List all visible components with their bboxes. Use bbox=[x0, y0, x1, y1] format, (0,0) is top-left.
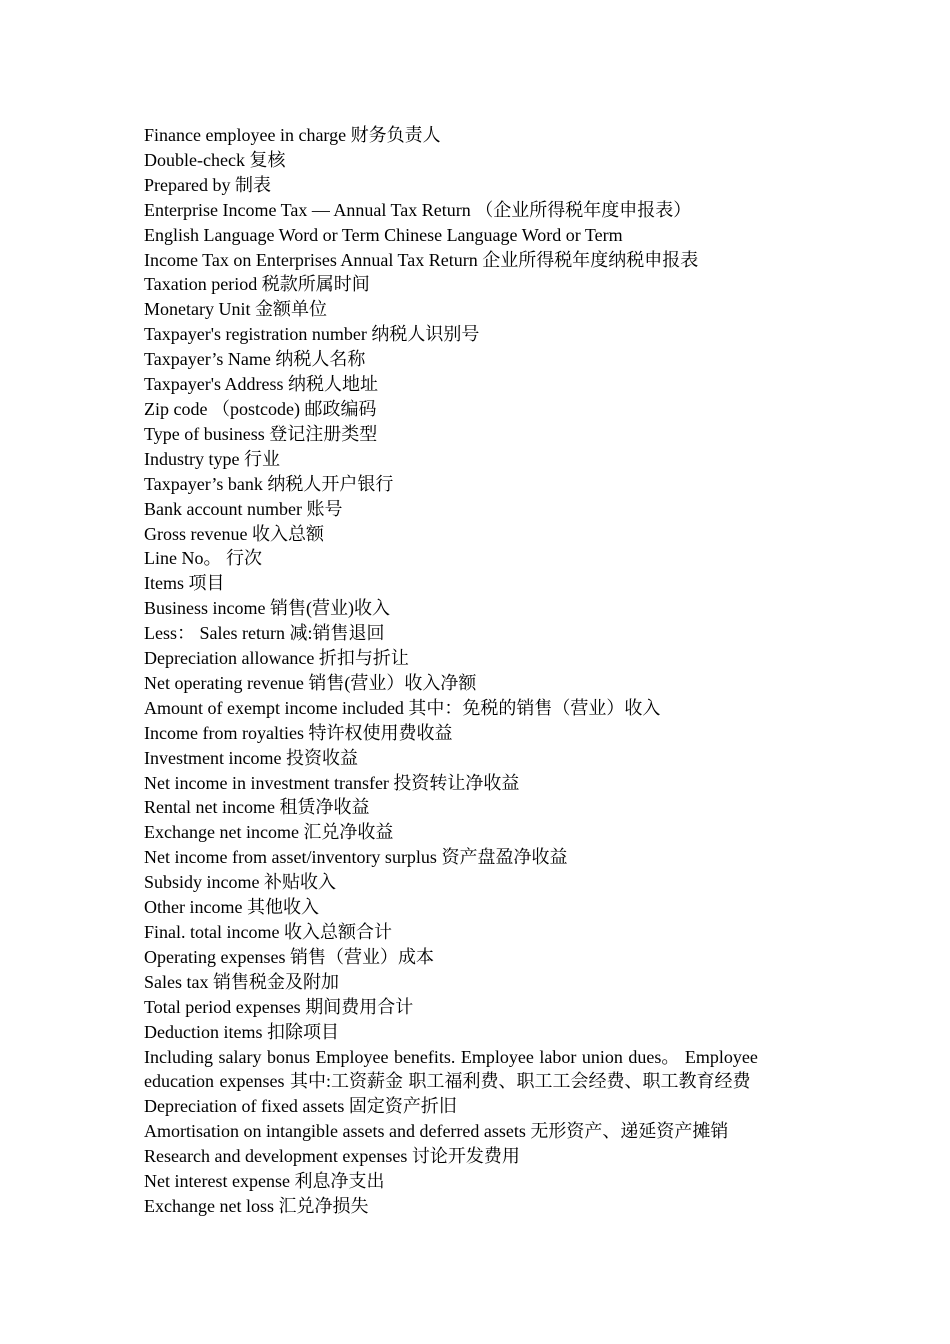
text-line: Taxpayer’s bank 纳税人开户银行 bbox=[144, 473, 394, 494]
text-line: Bank account number 账号 bbox=[144, 498, 343, 519]
text-line: Sales tax 销售税金及附加 bbox=[144, 971, 339, 992]
text-line: Items 项目 bbox=[144, 573, 225, 594]
text-line: Other income 其他收入 bbox=[144, 897, 319, 918]
text-line: Exchange net income 汇兑净收益 bbox=[144, 822, 394, 843]
document-body bbox=[144, 123, 814, 1219]
text-line: Less： Sales return 减:销售退回 bbox=[144, 623, 385, 644]
text-line: Operating expenses 销售（营业）成本 bbox=[144, 946, 434, 967]
text-line: Net interest expense 利息净支出 bbox=[144, 1171, 385, 1192]
text-line: Net income in investment transfer 投资转让净收益 bbox=[144, 772, 520, 793]
text-line: Prepared by 制表 bbox=[144, 174, 271, 195]
text-line: Amount of exempt income included 其中：免税的销售（营业）收入 bbox=[144, 697, 661, 718]
text-line: Industry type 行业 bbox=[144, 448, 280, 469]
text-line: Depreciation allowance 折扣与折让 bbox=[144, 648, 409, 669]
text-line: Enterprise Income Tax — Annual Tax Return （企业所得税年度申报表） bbox=[144, 199, 692, 220]
text-line: Type of business 登记注册类型 bbox=[144, 423, 378, 444]
text-line: Double-check 复核 bbox=[144, 149, 286, 170]
text-line: Taxation period 税款所属时间 bbox=[144, 274, 370, 295]
text-line: Monetary Unit 金额单位 bbox=[144, 299, 327, 320]
text-line: Finance employee in charge 财务负责人 bbox=[144, 125, 441, 145]
text-line: Investment income 投资收益 bbox=[144, 747, 358, 768]
text-line: Income from royalties 特许权使用费收益 bbox=[144, 722, 453, 743]
text-line: Subsidy income 补贴收入 bbox=[144, 872, 336, 893]
text-line: Zip code （postcode) 邮政编码 bbox=[144, 398, 377, 419]
text-line: Income Tax on Enterprises Annual Tax Return 企业所得税年度纳税申报表 bbox=[144, 249, 699, 270]
text-line: Rental net income 租赁净收益 bbox=[144, 797, 370, 818]
text-line: Deduction items 扣除项目 bbox=[144, 1021, 339, 1042]
text-line: Gross revenue 收入总额 bbox=[144, 523, 324, 544]
text-line: Including salary bonus Employee benefits. Employee labor union dues。 Employee education expenses 其中:工资薪金 职工福利费、职工工会经费、职工教育经费 bbox=[144, 1046, 758, 1092]
text-line: Exchange net loss 汇兑净损失 bbox=[144, 1195, 369, 1216]
text-line: Net income from asset/inventory surplus 资产盘盈净收益 bbox=[144, 847, 568, 868]
text-line: Taxpayer's Address 纳税人地址 bbox=[144, 374, 378, 395]
text-line: English Language Word or Term Chinese Language Word or Term bbox=[144, 224, 623, 245]
text-line: Total period expenses 期间费用合计 bbox=[144, 996, 414, 1017]
text-line: Taxpayer's registration number 纳税人识别号 bbox=[144, 324, 480, 345]
text-line: Research and development expenses 讨论开发费用 bbox=[144, 1146, 520, 1167]
text-line: Taxpayer’s Name 纳税人名称 bbox=[144, 349, 366, 370]
text-line: Net operating revenue 销售(营业）收入净额 bbox=[144, 672, 477, 693]
text-line: Line No。 行次 bbox=[144, 548, 262, 569]
text-line: Depreciation of fixed assets 固定资产折旧 bbox=[144, 1096, 457, 1117]
text-line: Final. total income 收入总额合计 bbox=[144, 922, 392, 942]
text-line: Amortisation on intangible assets and deferred assets 无形资产、递延资产摊销 bbox=[144, 1121, 729, 1142]
text-line: Business income 销售(营业)收入 bbox=[144, 598, 390, 619]
